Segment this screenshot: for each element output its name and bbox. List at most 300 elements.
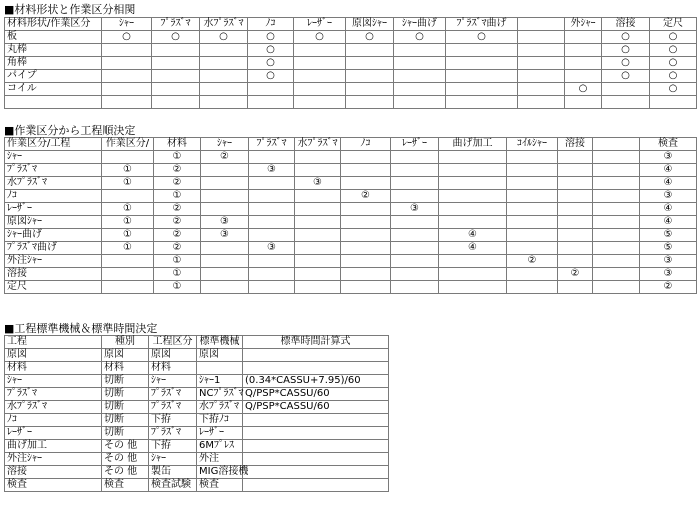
table-cell: ○ xyxy=(650,31,697,44)
table-row xyxy=(5,229,697,242)
row-label-cell: パイプ xyxy=(5,70,102,83)
table-cell xyxy=(565,44,602,57)
process-order-table-body xyxy=(5,138,697,294)
row-label-cell: ｼｬｰ xyxy=(5,151,102,164)
table-cell xyxy=(295,216,341,229)
table-cell: 材料 xyxy=(149,362,197,375)
table-row xyxy=(5,151,697,164)
row-label-cell: ﾌﾟﾗｽﾞﾏ xyxy=(5,164,102,177)
table-cell: ③ xyxy=(295,177,341,190)
table-cell xyxy=(593,255,640,268)
table-cell: 切断 xyxy=(102,414,149,427)
table-cell: 下拵ﾉｺ xyxy=(197,414,243,427)
row-label-cell: 検査 xyxy=(5,479,102,492)
table-cell: ③ xyxy=(640,151,697,164)
table-cell xyxy=(507,229,558,242)
table-cell xyxy=(243,349,389,362)
table-cell xyxy=(243,427,389,440)
table-row xyxy=(5,255,697,268)
table-cell: ｼｬｰ xyxy=(149,375,197,388)
table-cell: ③ xyxy=(640,268,697,281)
table-cell: ④ xyxy=(439,242,507,255)
table-cell xyxy=(593,281,640,294)
table-cell xyxy=(446,44,518,57)
table-cell xyxy=(295,255,341,268)
row-label-cell: ﾌﾟﾗｽﾞﾏ曲げ xyxy=(5,242,102,255)
table-cell: ③ xyxy=(391,203,439,216)
header-cell: ｼｬｰ xyxy=(102,18,152,31)
table-cell: ② xyxy=(154,242,201,255)
table-row xyxy=(5,375,389,388)
table-cell: その 他 xyxy=(102,440,149,453)
header-cell: 標準機械 xyxy=(197,336,243,349)
table-cell xyxy=(341,268,391,281)
table-cell xyxy=(439,151,507,164)
table-cell xyxy=(558,229,593,242)
table-cell xyxy=(394,70,446,83)
header-cell: 工程区分 xyxy=(149,336,197,349)
table-cell: ① xyxy=(154,151,201,164)
table-cell xyxy=(294,96,346,109)
table-cell: ④ xyxy=(439,229,507,242)
table-cell xyxy=(518,57,565,70)
table-cell: ② xyxy=(201,151,249,164)
table-cell: ﾌﾟﾗｽﾞﾏ xyxy=(149,427,197,440)
table-cell: 原図 xyxy=(149,349,197,362)
row-label-cell: ｼｬｰ曲げ xyxy=(5,229,102,242)
table-cell xyxy=(249,268,295,281)
row-label-cell: コイル xyxy=(5,83,102,96)
table-cell xyxy=(518,70,565,83)
table-cell xyxy=(249,177,295,190)
row-label-cell: ﾉｺ xyxy=(5,190,102,203)
table-cell: ① xyxy=(154,190,201,203)
header-cell: ﾌﾟﾗｽﾞﾏ xyxy=(152,18,200,31)
table-cell xyxy=(295,190,341,203)
table-cell xyxy=(346,44,394,57)
table-cell: ﾌﾟﾗｽﾞﾏ xyxy=(149,388,197,401)
table-row xyxy=(5,57,697,70)
table-cell: ③ xyxy=(640,255,697,268)
table-cell xyxy=(507,216,558,229)
table-cell: ① xyxy=(102,242,154,255)
table-cell: 検査 xyxy=(197,479,243,492)
table-cell xyxy=(439,203,507,216)
table-cell: ① xyxy=(154,255,201,268)
table-cell: 製缶 xyxy=(149,466,197,479)
table-cell: 材料 xyxy=(102,362,149,375)
table-cell xyxy=(243,414,389,427)
table-cell xyxy=(346,83,394,96)
header-row xyxy=(5,18,697,31)
table-cell xyxy=(558,216,593,229)
table-cell xyxy=(201,281,249,294)
table-row xyxy=(5,362,389,375)
table-cell: 6Mﾌﾟﾚｽ xyxy=(197,440,243,453)
table-row xyxy=(5,83,697,96)
table-cell xyxy=(558,151,593,164)
table-cell xyxy=(201,255,249,268)
header-cell: 作業区分/工程 xyxy=(5,138,102,151)
table-cell: ○ xyxy=(294,31,346,44)
table-cell xyxy=(249,281,295,294)
table-cell xyxy=(593,203,640,216)
table-cell xyxy=(102,57,152,70)
header-cell: ﾉｺ xyxy=(341,138,391,151)
table-row xyxy=(5,466,389,479)
table-cell xyxy=(249,216,295,229)
header-cell: 水ﾌﾟﾗｽﾞﾏ xyxy=(200,18,248,31)
table-cell: ② xyxy=(640,281,697,294)
table-row xyxy=(5,70,697,83)
table-row xyxy=(5,190,697,203)
row-label-cell: ﾚｰｻﾞｰ xyxy=(5,427,102,440)
table-cell xyxy=(518,96,565,109)
table-row xyxy=(5,349,389,362)
row-label-cell: 水ﾌﾟﾗｽﾞﾏ xyxy=(5,177,102,190)
table-cell xyxy=(346,57,394,70)
table-cell xyxy=(249,255,295,268)
row-label-cell: 水ﾌﾟﾗｽﾞﾏ xyxy=(5,401,102,414)
row-label-cell: ｼｬｰ xyxy=(5,375,102,388)
table-cell xyxy=(439,216,507,229)
table-cell xyxy=(507,203,558,216)
table-cell xyxy=(201,164,249,177)
table-cell xyxy=(391,255,439,268)
table-cell xyxy=(249,190,295,203)
table-cell xyxy=(152,83,200,96)
table-cell: ① xyxy=(102,203,154,216)
table-cell xyxy=(439,190,507,203)
table-cell: ① xyxy=(102,177,154,190)
standard-time-table xyxy=(4,335,389,492)
table-cell xyxy=(201,242,249,255)
header-row xyxy=(5,336,389,349)
table-cell xyxy=(294,70,346,83)
table-cell xyxy=(201,177,249,190)
table-cell xyxy=(593,164,640,177)
table-row xyxy=(5,177,697,190)
table-cell xyxy=(558,281,593,294)
table-cell xyxy=(102,281,154,294)
table-cell xyxy=(507,151,558,164)
table-cell xyxy=(558,242,593,255)
table-cell xyxy=(341,242,391,255)
header-cell: ﾌﾟﾗｽﾞﾏ xyxy=(249,138,295,151)
section2-title: ■作業区分から工程順決定 xyxy=(4,124,136,137)
table-cell xyxy=(394,83,446,96)
table-cell xyxy=(391,164,439,177)
table-cell: ⑤ xyxy=(640,242,697,255)
standard-time-table-body xyxy=(5,336,389,492)
header-cell xyxy=(518,18,565,31)
table-cell: ② xyxy=(558,268,593,281)
table-cell xyxy=(294,44,346,57)
table-cell xyxy=(446,83,518,96)
table-cell xyxy=(394,57,446,70)
table-cell: ○ xyxy=(602,44,650,57)
table-cell: 下拵 xyxy=(149,414,197,427)
table-cell: 原図 xyxy=(197,349,243,362)
table-cell: ○ xyxy=(346,31,394,44)
table-cell xyxy=(152,44,200,57)
table-cell: ① xyxy=(102,216,154,229)
header-cell: 検査 xyxy=(640,138,697,151)
table-cell xyxy=(201,268,249,281)
header-cell: ｼｬｰ xyxy=(201,138,249,151)
table-cell: 下拵 xyxy=(149,440,197,453)
table-cell xyxy=(243,362,389,375)
row-label-cell: 定尺 xyxy=(5,281,102,294)
table-row xyxy=(5,31,697,44)
table-cell xyxy=(102,44,152,57)
row-label-cell: 溶接 xyxy=(5,466,102,479)
table-cell xyxy=(394,96,446,109)
table-cell: ① xyxy=(154,268,201,281)
table-cell xyxy=(602,96,650,109)
table-cell xyxy=(249,229,295,242)
table-cell: ○ xyxy=(248,70,294,83)
table-cell xyxy=(391,242,439,255)
row-label-cell: 原図 xyxy=(5,349,102,362)
table-row xyxy=(5,203,697,216)
table-cell xyxy=(200,83,248,96)
table-cell xyxy=(446,57,518,70)
table-cell xyxy=(341,216,391,229)
table-cell: 検査試験 xyxy=(149,479,197,492)
table-cell: ○ xyxy=(602,70,650,83)
table-cell xyxy=(391,177,439,190)
table-row xyxy=(5,479,389,492)
table-cell xyxy=(341,229,391,242)
row-label-cell: 曲げ加工 xyxy=(5,440,102,453)
table-cell: ③ xyxy=(640,190,697,203)
table-cell xyxy=(391,281,439,294)
header-row xyxy=(5,138,697,151)
table-cell xyxy=(593,190,640,203)
header-cell: 材料 xyxy=(154,138,201,151)
table-cell: Q/PSP*CASSU/60 xyxy=(243,388,389,401)
table-cell: 原図 xyxy=(102,349,149,362)
header-cell xyxy=(593,138,640,151)
table-cell: 切断 xyxy=(102,401,149,414)
table-cell: ○ xyxy=(446,31,518,44)
table-cell: ○ xyxy=(152,31,200,44)
table-cell: ③ xyxy=(249,164,295,177)
table-cell xyxy=(294,57,346,70)
header-cell: 溶接 xyxy=(602,18,650,31)
header-cell: 曲げ加工 xyxy=(439,138,507,151)
table-cell xyxy=(565,57,602,70)
table-cell xyxy=(341,164,391,177)
table-cell: 検査 xyxy=(102,479,149,492)
material-shape-table xyxy=(4,17,697,109)
table-row xyxy=(5,44,697,57)
table-cell xyxy=(200,96,248,109)
table-cell xyxy=(507,281,558,294)
table-cell xyxy=(518,83,565,96)
table-cell xyxy=(446,70,518,83)
table-row xyxy=(5,242,697,255)
table-cell xyxy=(248,83,294,96)
table-cell xyxy=(565,31,602,44)
table-cell xyxy=(391,151,439,164)
header-cell: 作業区分/ xyxy=(102,138,154,151)
table-cell: ○ xyxy=(650,57,697,70)
table-cell xyxy=(102,151,154,164)
table-row xyxy=(5,440,389,453)
table-cell xyxy=(243,453,389,466)
table-cell: ○ xyxy=(602,57,650,70)
table-row xyxy=(5,427,389,440)
table-cell xyxy=(446,96,518,109)
process-order-table xyxy=(4,137,697,294)
header-cell: 原図ｼｬｰ xyxy=(346,18,394,31)
table-cell xyxy=(102,96,152,109)
table-cell xyxy=(341,203,391,216)
header-cell: ﾚｰｻﾞｰ xyxy=(294,18,346,31)
table-cell xyxy=(558,177,593,190)
table-cell xyxy=(243,479,389,492)
table-cell xyxy=(391,268,439,281)
table-cell xyxy=(102,70,152,83)
table-cell: MIG溶接機 xyxy=(197,466,243,479)
table-cell xyxy=(197,362,243,375)
table-cell xyxy=(200,44,248,57)
header-cell: ｼｬｰ曲げ xyxy=(394,18,446,31)
table-row xyxy=(5,216,697,229)
row-label-cell: ﾌﾟﾗｽﾞﾏ xyxy=(5,388,102,401)
table-cell: ④ xyxy=(640,164,697,177)
table-cell xyxy=(507,164,558,177)
table-cell: ④ xyxy=(640,203,697,216)
table-cell xyxy=(346,96,394,109)
header-cell: ﾉｺ xyxy=(248,18,294,31)
table-cell: その 他 xyxy=(102,453,149,466)
table-cell xyxy=(518,31,565,44)
row-label-cell: 丸棒 xyxy=(5,44,102,57)
table-cell: ② xyxy=(154,203,201,216)
table-cell xyxy=(439,177,507,190)
header-cell: 材料形状/作業区分 xyxy=(5,18,102,31)
table-cell: ○ xyxy=(394,31,446,44)
table-cell xyxy=(243,466,389,479)
table-cell xyxy=(341,151,391,164)
table-cell: ○ xyxy=(650,44,697,57)
table-cell xyxy=(295,229,341,242)
table-cell: ② xyxy=(154,177,201,190)
row-label-cell: ﾚｰｻﾞｰ xyxy=(5,203,102,216)
table-row xyxy=(5,164,697,177)
table-cell xyxy=(200,70,248,83)
table-cell xyxy=(152,70,200,83)
table-cell: ○ xyxy=(248,57,294,70)
table-cell: (0.34*CASSU+7.95)/60 xyxy=(243,375,389,388)
table-cell: 水ﾌﾟﾗｽﾞﾏ xyxy=(197,401,243,414)
table-cell xyxy=(558,164,593,177)
table-cell xyxy=(341,255,391,268)
table-cell xyxy=(558,203,593,216)
table-cell xyxy=(558,190,593,203)
table-row xyxy=(5,414,389,427)
table-cell: ② xyxy=(154,164,201,177)
table-cell xyxy=(507,268,558,281)
table-row xyxy=(5,96,697,109)
table-cell xyxy=(391,190,439,203)
table-cell: ② xyxy=(507,255,558,268)
table-cell xyxy=(201,190,249,203)
table-cell xyxy=(102,268,154,281)
table-cell: ③ xyxy=(201,229,249,242)
header-cell: 溶接 xyxy=(558,138,593,151)
table-cell xyxy=(102,83,152,96)
row-label-cell: 外注ｼｬｰ xyxy=(5,255,102,268)
table-cell xyxy=(295,281,341,294)
section1-title: ■材料形状と作業区分相関 xyxy=(4,3,136,16)
table-row xyxy=(5,453,389,466)
table-cell: ① xyxy=(102,164,154,177)
table-cell: ① xyxy=(154,281,201,294)
table-cell xyxy=(102,190,154,203)
table-cell: ③ xyxy=(201,216,249,229)
table-cell xyxy=(341,177,391,190)
table-cell: ② xyxy=(154,216,201,229)
table-cell xyxy=(295,151,341,164)
row-label-cell: ﾉｺ xyxy=(5,414,102,427)
table-cell: ○ xyxy=(650,83,697,96)
table-row xyxy=(5,401,389,414)
row-label-cell: 角棒 xyxy=(5,57,102,70)
table-cell xyxy=(201,203,249,216)
table-cell xyxy=(294,83,346,96)
table-cell: ○ xyxy=(200,31,248,44)
table-cell: ④ xyxy=(640,177,697,190)
table-cell: ○ xyxy=(650,70,697,83)
material-shape-table-body xyxy=(5,18,697,109)
table-cell xyxy=(248,96,294,109)
header-cell: 標準時間計算式 xyxy=(243,336,389,349)
row-label-cell: 材料 xyxy=(5,362,102,375)
table-cell xyxy=(295,268,341,281)
table-cell: 切断 xyxy=(102,427,149,440)
header-cell: 種別 xyxy=(102,336,149,349)
table-cell xyxy=(249,203,295,216)
header-cell: 工程 xyxy=(5,336,102,349)
table-cell: ② xyxy=(341,190,391,203)
table-cell xyxy=(152,96,200,109)
table-cell: 切断 xyxy=(102,388,149,401)
section3-title: ■工程標準機械＆標準時間決定 xyxy=(4,322,158,335)
table-cell xyxy=(650,96,697,109)
table-cell: ﾌﾟﾗｽﾞﾏ xyxy=(149,401,197,414)
table-cell xyxy=(558,255,593,268)
table-cell: ﾚｰｻﾞｰ xyxy=(197,427,243,440)
table-cell xyxy=(593,242,640,255)
table-cell: Q/PSP*CASSU/60 xyxy=(243,401,389,414)
table-cell xyxy=(341,281,391,294)
table-cell xyxy=(439,255,507,268)
table-cell: ○ xyxy=(102,31,152,44)
table-cell: ② xyxy=(154,229,201,242)
table-cell: その 他 xyxy=(102,466,149,479)
table-cell xyxy=(249,151,295,164)
table-cell xyxy=(602,83,650,96)
header-cell: ﾚｰｻﾞｰ xyxy=(391,138,439,151)
table-cell: ⑤ xyxy=(640,229,697,242)
table-cell: ④ xyxy=(640,216,697,229)
table-cell xyxy=(295,164,341,177)
table-cell xyxy=(507,242,558,255)
